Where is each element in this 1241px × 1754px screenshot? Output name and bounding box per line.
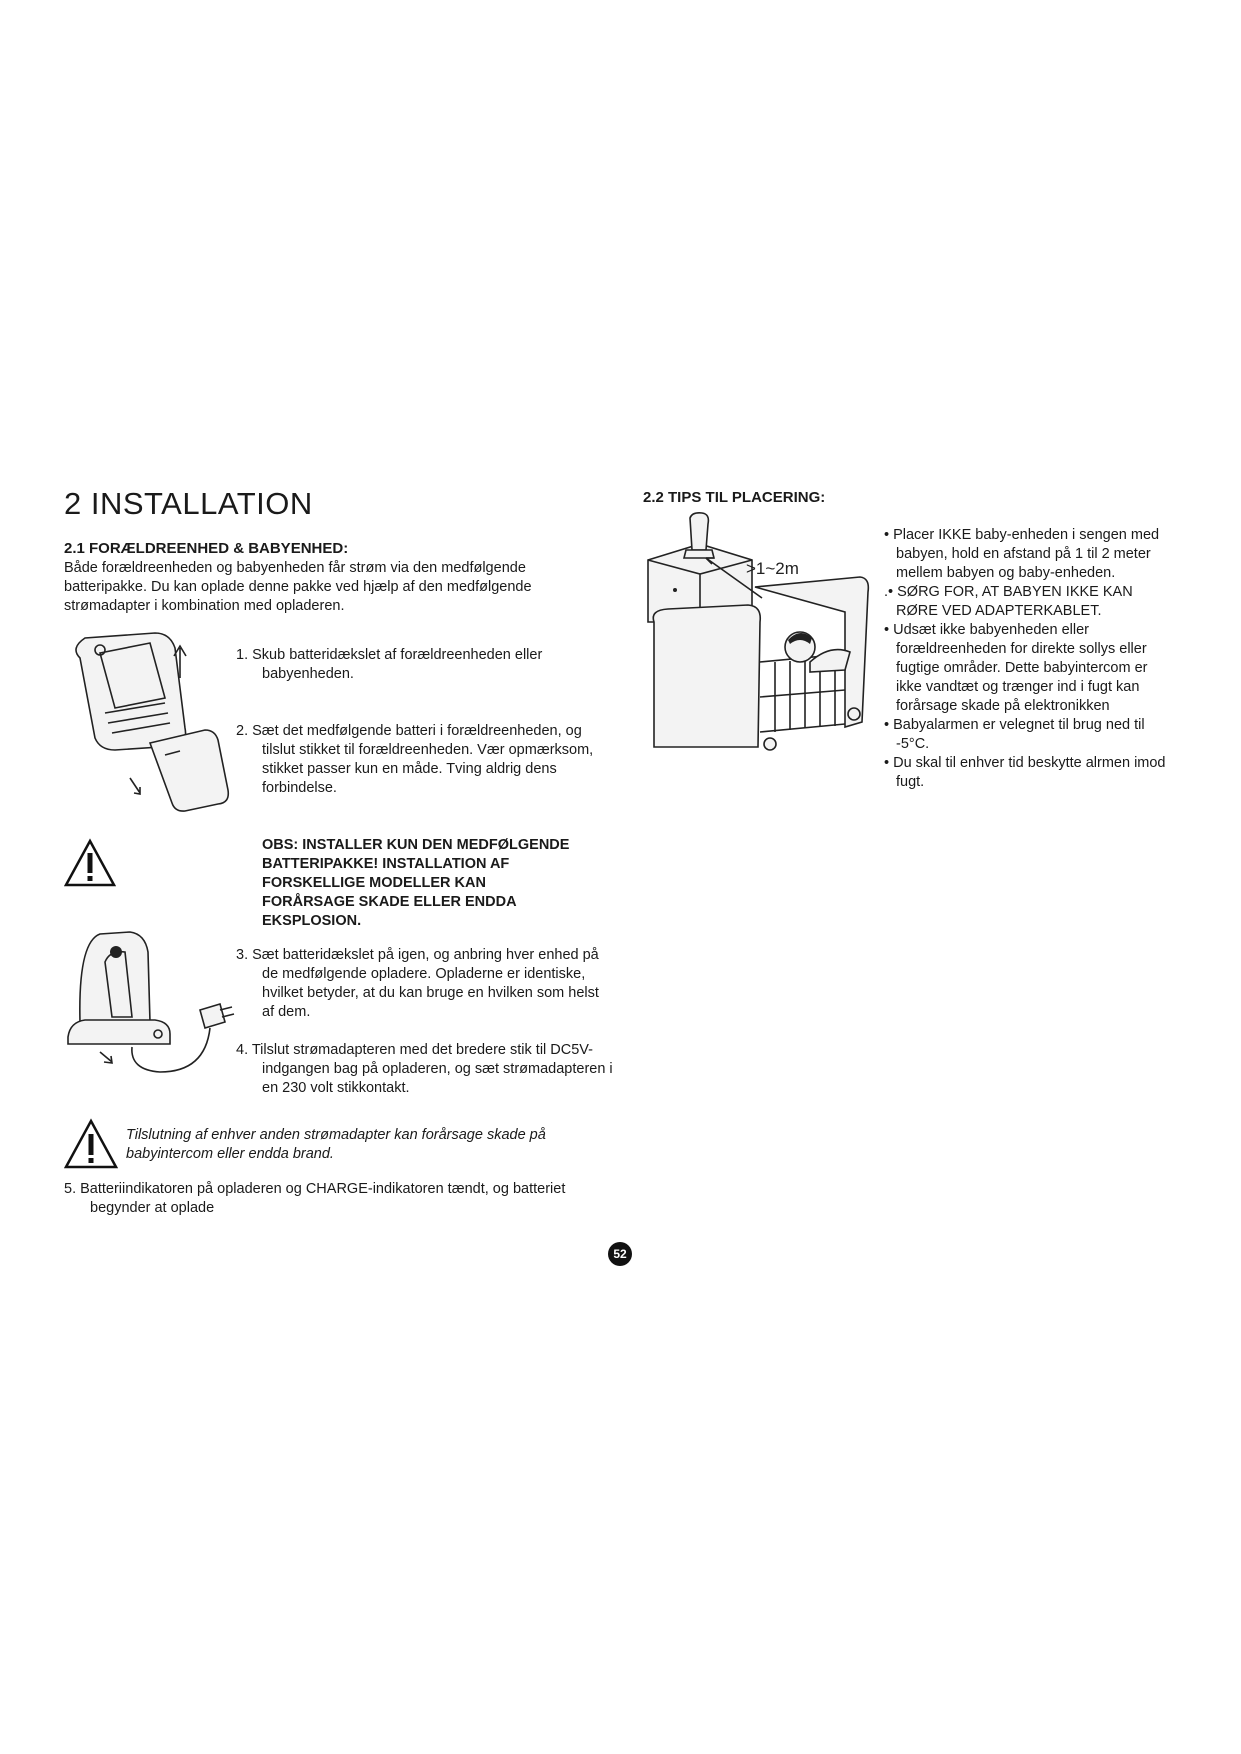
step-1: 1. Skub batteridækslet af forældreenheden eller babyenheden.	[236, 647, 543, 682]
distance-label: >1~2m	[746, 559, 799, 578]
install-warning: OBS: INSTALLER KUN DEN MEDFØLGENDE BATTERIPAKKE! INSTALLATION AF FORSKELLIGE MODELLER KAN FORÅRSAGE SKADE ELLER ENDDA EKSPLOSION.	[262, 837, 570, 929]
step-3: 3. Sæt batteridækslet på igen, og anbring hver enhed på de medfølgende opladere. Opladerne er identiske, hvilket betyder, at du kan bruge en hvilken som helst af dem.	[236, 947, 599, 1020]
warning-triangle-icon	[64, 838, 116, 888]
section-2-2-title: 2.2 TIPS TIL PLACERING:	[643, 489, 826, 506]
page-title: 2 INSTALLATION	[64, 486, 313, 521]
section-2-1-title: 2.1 FORÆLDREENHED & BABYENHED:	[64, 540, 349, 557]
caution-triangle-icon	[64, 1118, 118, 1170]
tip-item: • Du skal til enhver tid beskytte alrmen imod fugt.	[884, 755, 1166, 790]
charger-illustration	[60, 922, 245, 1087]
battery-install-illustration	[60, 628, 245, 823]
step-2: 2. Sæt det medfølgende batteri i forældreenheden, og tilslut stikket til forældreenheden. Vær opmærksom, stikket passer kun en måde. Tving aldrig dens forbindelse.	[236, 723, 594, 796]
section-2-1-intro: Både forældreenheden og babyenheden får strøm via den medfølgende batteripakke. Du kan oplade denne pakke ved hjælp af den medfølgende strømadapter i kombination med opladeren.	[64, 560, 532, 614]
tip-item: • Placer IKKE baby-enheden i sengen med babyen, hold en afstand på 1 til 2 meter mellem babyen og baby-enheden.	[884, 527, 1160, 581]
page-number: 52	[608, 1242, 632, 1266]
step-4: 4. Tilslut strømadapteren med det bredere stik til DC5V-indgangen bag på opladeren, og sæt strømadapteren i en 230 volt stikkontakt.	[236, 1042, 613, 1096]
placement-tips-list	[872, 526, 1172, 792]
tip-item: .• SØRG FOR, AT BABYEN IKKE KAN RØRE VED ADAPTERKABLET.	[884, 584, 1133, 619]
adapter-caution: Tilslutning af enhver anden strømadapter kan forårsage skade på babyintercom eller endda brand.	[126, 1127, 546, 1162]
tip-item: • Babyalarmen er velegnet til brug ned til -5°C.	[884, 717, 1145, 752]
crib-placement-illustration	[640, 512, 880, 757]
tip-item: • Udsæt ikke babyenheden eller forældreenheden for direkte sollys eller fugtige områder. Dette babyintercom er ikke vandtæt og trænger ind i fugt kan forårsage skade på elektronikken	[884, 622, 1148, 714]
step-5: 5. Batteriindikatoren på opladeren og CHARGE-indikatoren tændt, og batteriet begynder at oplade	[64, 1181, 566, 1216]
